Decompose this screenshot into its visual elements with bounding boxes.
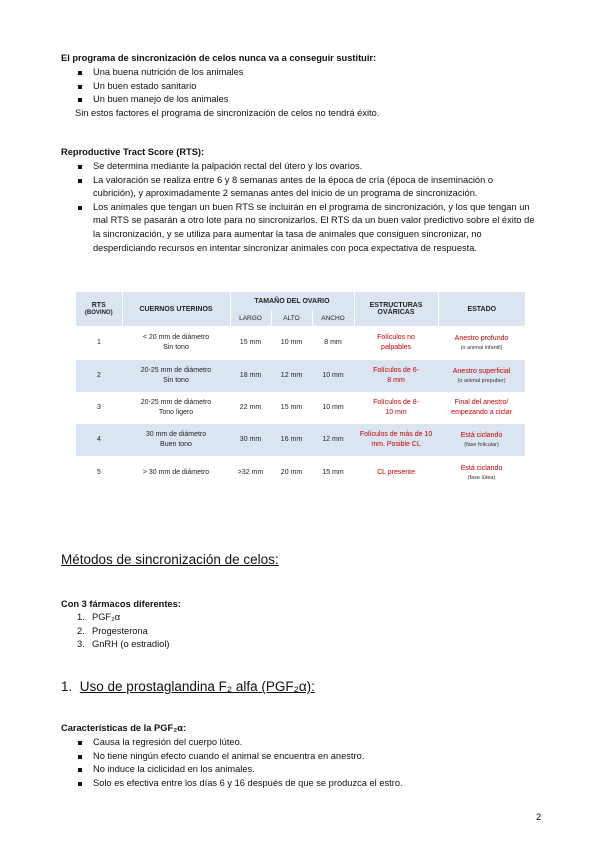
pg-section-title: 1. Uso de prostaglandina F₂ alfa (PGF₂α):: [61, 679, 315, 694]
list-item: Los animales que tengan un buen RTS se incluirán en el programa de sincronización, y los que tengan un mal RTS se pasarán a otro lote para no sincronizarlos. El RTS da un buen valor predictivo sobre el éxito de la sincronización, y se utiliza para aumentar la tasa de animales que consiguen sincronizar, no desperdiciando recursos en intentar sincronizar animales con poca expectativa de respuesta.: [75, 201, 535, 255]
list-item: Causa la regresión del cuerpo lúteo.: [75, 736, 403, 750]
table-row: 4 30 mm de diámetro Buen tono 30 mm 16 mm 12 mm Folículos de más de 10 mm. Posible CL Está ciclando (fase folicular): [76, 424, 525, 456]
header-estado: ESTADO: [438, 292, 525, 326]
methods-title: Métodos de sincronización de celos:: [61, 552, 279, 567]
drug-list: [77, 611, 170, 652]
header-alto: ALTO: [271, 310, 312, 326]
header-rts: RTS (BOVINO): [76, 292, 122, 326]
intro-closing: Sin estos factores el programa de sincronización de celos no tendrá éxito.: [75, 108, 380, 118]
list-item: Solo es efectiva entre los días 6 y 16 después de que se produzca el estro.: [75, 777, 403, 791]
list-item: 2. Progesterona: [77, 625, 148, 636]
list-item: Un buen estado sanitario: [75, 80, 243, 94]
intro-heading: El programa de sincronización de celos nunca va a conseguir sustituir:: [61, 53, 377, 63]
header-largo: LARGO: [230, 310, 271, 326]
header-estructuras: ESTRUCTURAS OVÁRICAS: [354, 292, 438, 326]
list-item: La valoración se realiza entre 6 y 8 semanas antes de la época de cría (época de inseminación o cubrición), y aproximadamente 2 semanas antes del inicio de un programa de sincronización.: [75, 174, 535, 201]
intro-list: [75, 66, 243, 107]
list-item: Se determina mediante la palpación rectal del útero y los ovarios.: [75, 160, 535, 174]
header-ancho: ANCHO: [312, 310, 354, 326]
page-number: 2: [536, 812, 542, 822]
table-row: 5 > 30 mm de diámetro >32 mm 20 mm 15 mm CL presente Está ciclando (fase lútea): [97, 465, 503, 481]
pg-list: [75, 736, 403, 790]
pg-subheading: Características de la PGF₂α:: [61, 723, 187, 733]
list-item: No tiene ningún efecto cuando el animal se encuentra en anestro.: [75, 750, 403, 764]
header-ovario: TAMAÑO DEL OVARIO: [230, 292, 354, 310]
header-cuernos: CUERNOS UTERINOS: [122, 292, 230, 326]
table-row: 3 20-25 mm de diámetro Tono ligero 22 mm 15 mm 10 mm Folículos de 8-10 mm Final del anestro/ empezando a ciclar: [97, 399, 512, 416]
list-item: 3. GnRH (o estradiol): [77, 639, 170, 650]
list-item: No induce la ciclicidad en los animales.: [75, 763, 403, 777]
list-item: Una buena nutrición de los animales: [75, 66, 243, 80]
list-item: 1. PGF₂α: [77, 612, 121, 622]
rts-list: [75, 160, 535, 255]
rts-heading: Reproductive Tract Score (RTS):: [61, 147, 205, 157]
table-row: 1 < 20 mm de diámetro Sin tono 15 mm 10 mm 8 mm Folículos no palpables Anestro profundo (o animal infantil): [97, 334, 509, 351]
list-item: Un buen manejo de los animales: [75, 93, 243, 107]
table-row: 2 20-25 mm de diámetro Sin tono 18 mm 12 mm 10 mm Folículos de 6-8 mm Anestro superficial (o animal prepuber): [76, 360, 525, 392]
rts-table: [76, 292, 525, 490]
methods-subheading: Con 3 fármacos diferentes:: [61, 599, 181, 609]
